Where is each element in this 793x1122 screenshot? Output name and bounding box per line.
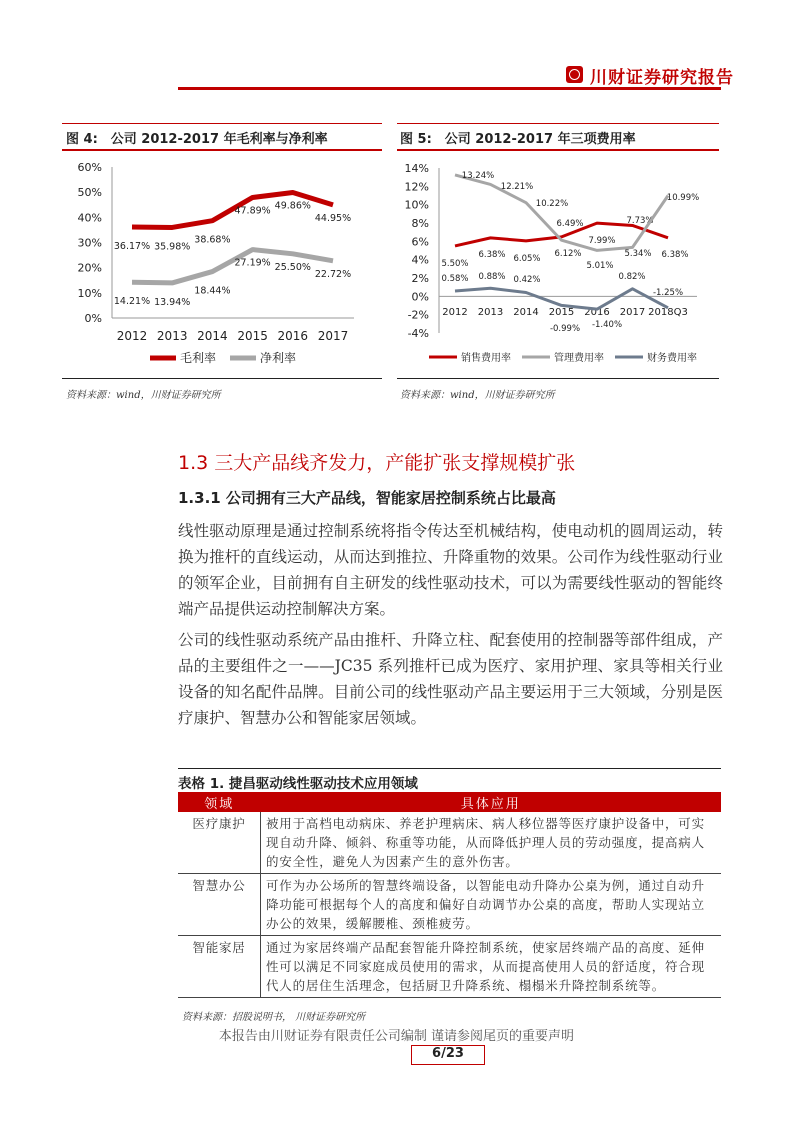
- paragraph-linear-drive: 线性驱动原理是通过控制系统将指令传达至机械结构，使电动机的圆周运动，转换为推杆的直线运动，从而达到推拉、升降重物的效果。公司作为线性驱动行业的领军企业，目前拥有自主研发的线性驱动技术，可以为需要线性驱动的智能终端产品提供运动控制解决方案。: [178, 522, 723, 618]
- y-tick-label: 0%: [84, 312, 102, 325]
- data-label: 13.24%: [461, 171, 495, 181]
- data-label: 6.49%: [556, 219, 584, 229]
- table-row: [178, 812, 721, 874]
- y-tick-label: 30%: [77, 236, 102, 250]
- data-label: 6.38%: [478, 250, 506, 260]
- chart-expense-ratios: [397, 150, 719, 378]
- figure5-title: 图 5: 公司 2012-2017 年三项费用率: [400, 132, 636, 147]
- subsection-heading: 1.3.1 公司拥有三大产品线，智能家居控制系统占比最高: [178, 489, 556, 507]
- y-tick-label: 10%: [404, 198, 429, 212]
- x-tick-label: 2017: [619, 307, 646, 318]
- data-label: 0.42%: [513, 275, 541, 285]
- y-tick-label: 4%: [411, 253, 429, 267]
- application-table: [178, 792, 721, 998]
- figure4-title: 图 4: 公司 2012-2017 年毛利率与净利率: [66, 132, 328, 147]
- table-top-rule: [178, 768, 721, 769]
- data-label: -1.25%: [652, 288, 684, 298]
- data-label: -1.40%: [591, 320, 623, 330]
- x-tick-label: 2012: [442, 307, 468, 318]
- data-label: 36.17%: [113, 240, 151, 252]
- data-label: 27.19%: [234, 257, 271, 269]
- data-label: 5.34%: [624, 249, 652, 259]
- cell-application: 可作为办公场所的智慧终端设备，以智能电动升降办公桌为例，通过自动升降功能可根据每个人的高度和偏好自动调节办公桌的高度，帮助人实现站立办公的效果，缓解腰椎、颈椎疲劳。: [261, 874, 722, 936]
- section-heading: 1.3 三大产品线齐发力，产能扩张支撑规模扩张: [178, 452, 576, 474]
- legend-label: 销售费用率: [461, 353, 511, 364]
- fig4-bottom-rule: [62, 378, 382, 379]
- data-label: 38.68%: [194, 234, 231, 246]
- fig5-bottom-rule: [397, 378, 719, 379]
- y-tick-label: 8%: [411, 217, 429, 230]
- x-tick-label: 2012: [116, 329, 148, 343]
- data-label: 7.73%: [626, 216, 654, 226]
- x-tick-label: 2015: [548, 307, 575, 318]
- legend-label: 财务费用率: [647, 353, 697, 364]
- data-label: 0.82%: [618, 272, 646, 282]
- data-label: 6.05%: [513, 254, 541, 264]
- header-domain: 领域: [178, 792, 261, 812]
- table-row: [178, 874, 721, 936]
- x-tick-label: 2016: [277, 329, 309, 343]
- data-label: 22.72%: [314, 268, 352, 280]
- table-title: 表格 1. 捷昌驱动线性驱动技术应用领域: [178, 776, 418, 792]
- cell-application: 通过为家居终端产品配套智能升降控制系统，使家居终端产品的高度、延伸性可以满足不同家庭成员使用的需求，从而提高使用人员的舒适度，符合现代人的居住生活理念，包括厨卫升降系统、榻榻米升降控制系统等。: [261, 936, 722, 998]
- y-tick-label: 12%: [404, 180, 429, 194]
- data-label: 47.89%: [234, 205, 271, 217]
- x-tick-label: 2016: [584, 307, 610, 318]
- figure5-source: 资料来源：wind，川财证券研究所: [400, 390, 555, 401]
- y-tick-label: -2%: [407, 308, 429, 322]
- cell-domain: 医疗康护: [178, 812, 261, 874]
- figure4-source: 资料来源：wind，川财证券研究所: [66, 390, 221, 401]
- header-divider: [178, 87, 721, 90]
- y-tick-label: 40%: [77, 211, 102, 225]
- paragraph-products: 公司的线性驱动系统产品由推杆、升降立柱、配套使用的控制器等部件组成，产品的主要组件之一——JC35 系列推杆已成为医疗、家用护理、家具等相关行业设备的知名配件品牌。目前公司的线性驱动产品主要运用于三大领域，分别是医疗康护、智慧办公和智能家居领域。: [178, 631, 723, 727]
- x-tick-label: 2015: [237, 329, 268, 343]
- cell-domain: 智能家居: [178, 936, 261, 998]
- data-label: 5.50%: [441, 259, 469, 269]
- x-tick-label: 2018Q3: [648, 307, 688, 318]
- y-tick-label: -4%: [407, 327, 429, 340]
- x-tick-label: 2014: [513, 307, 539, 318]
- y-tick-label: 6%: [411, 235, 429, 249]
- data-label: 6.38%: [661, 250, 689, 260]
- data-label: 18.44%: [194, 285, 231, 297]
- brand-logo-icon: [566, 66, 583, 83]
- data-label: 5.01%: [586, 261, 614, 271]
- data-label: 10.99%: [666, 193, 700, 203]
- chart-gross-net-margin: [62, 150, 382, 378]
- x-tick-label: 2013: [156, 329, 188, 343]
- y-tick-label: 2%: [411, 272, 429, 285]
- data-label: 0.88%: [478, 272, 506, 282]
- legend-label: 毛利率: [180, 351, 217, 365]
- data-label: -0.99%: [549, 324, 581, 334]
- y-tick-label: 60%: [77, 161, 102, 174]
- y-tick-label: 20%: [77, 261, 102, 275]
- data-label: 7.99%: [588, 236, 616, 246]
- y-tick-label: 50%: [77, 186, 102, 200]
- data-label: 25.50%: [274, 261, 311, 273]
- data-label: 10.22%: [535, 199, 569, 209]
- cell-domain: 智慧办公: [178, 874, 261, 936]
- data-label: 6.12%: [554, 249, 582, 259]
- footer-disclaimer: 本报告由川财证券有限责任公司编制 谨请参阅尾页的重要声明: [218, 1029, 575, 1044]
- table-source: 资料来源：招股说明书， 川财证券研究所: [182, 1012, 366, 1023]
- data-label: 13.94%: [154, 296, 191, 308]
- legend-label: 管理费用率: [554, 353, 604, 364]
- data-label: 49.86%: [274, 200, 311, 212]
- fig4-top-rule: [62, 123, 382, 124]
- data-label: 0.58%: [441, 274, 469, 284]
- x-tick-label: 2017: [317, 329, 349, 343]
- data-label: 12.21%: [500, 182, 534, 192]
- page-number: 6/23: [411, 1045, 485, 1065]
- data-label: 44.95%: [314, 212, 352, 224]
- y-tick-label: 0%: [411, 290, 429, 304]
- y-tick-label: 10%: [77, 286, 102, 300]
- data-label: 14.21%: [113, 296, 151, 308]
- legend-label: 净利率: [260, 351, 297, 365]
- brand-name: 川财证券研究报告: [590, 68, 734, 88]
- table-row: [178, 936, 721, 998]
- cell-application: 被用于高档电动病床、养老护理病床、病人移位器等医疗康护设备中，可实现自动升降、倾斜、称重等功能，从而降低护理人员的劳动强度，提高病人的安全性，避免人为因素产生的意外伤害。: [261, 812, 722, 874]
- x-tick-label: 2014: [197, 329, 228, 343]
- fig5-top-rule: [397, 123, 719, 124]
- x-tick-label: 2013: [477, 307, 504, 318]
- data-label: 35.98%: [154, 241, 191, 253]
- header-application: 具体应用: [261, 792, 722, 812]
- y-tick-label: 14%: [404, 162, 429, 175]
